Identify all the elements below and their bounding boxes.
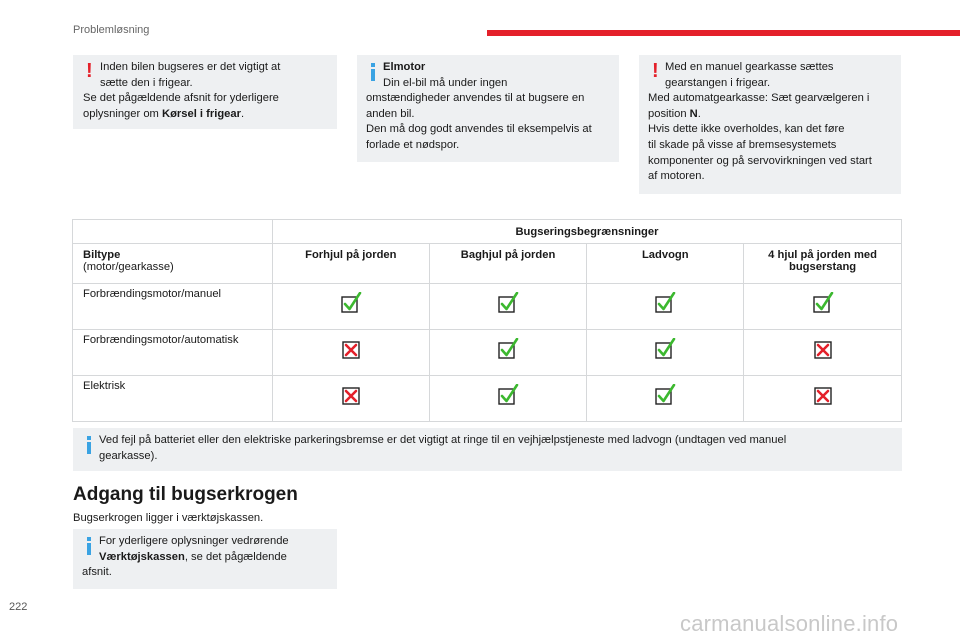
info-icon [87,537,91,555]
check-icon [497,384,519,406]
towing-warning-note: ! Inden bilen bugseres er det vigtigt at sætte den i frigear. Se det pågældende afsnit for yderligere oplysninger om Kørsel i frigear. [73,55,337,129]
note-line: komponenter og på servovirkningen ved start [648,154,872,167]
note-line: Se det pågældende afsnit for yderligere [83,92,279,105]
section-heading: Adgang til bugserkrogen [73,484,298,505]
gearbox-warning-note: ! Med en manuel gearkasse sættes gearstangen i frigear. Med automatgearkasse: Sæt gearvælgeren i position N. Hvis dette ikke overholdes, kan det føre til skade på visse af bremsesystemets komponenter og på servovirkningen ved start af motoren. [639,55,901,194]
freewheel-reference: Kørsel i frigear [161,107,241,120]
note-line: forlade et nødspor. [366,138,460,151]
note-line: til skade på visse af bremsesystemets [648,138,837,151]
column-header: Ladvogn [587,244,744,284]
note-line: Inden bilen bugseres er det vigtigt at [100,61,281,73]
check-icon [654,384,676,406]
page-number: 222 [9,601,28,613]
battery-info-note [73,428,902,471]
check-icon [654,338,676,360]
allowed-cell [587,284,744,330]
vehicle-type-cell: Forbrændingsmotor/automatisk [73,330,273,376]
note-line: Med automatgearkasse: Sæt gearvælgeren i [648,92,870,105]
note-line: Med en manuel gearkasse sættes [665,61,834,73]
not-allowed-cell [744,376,902,422]
info-icon [371,63,375,81]
warning-icon: ! [86,60,93,82]
column-header: Forhjul på jorden [272,244,429,284]
allowed-cell [429,376,587,422]
allowed-cell [587,330,744,376]
note-line: Den må dog godt anvendes til eksempelvis at [366,123,592,136]
towing-restrictions-table [72,219,902,422]
allowed-cell [429,284,587,330]
not-allowed-cell [272,376,429,422]
note-line: Din el-bil må under ingen [383,76,508,89]
vehicle-type-cell: Forbrændingsmotor/manuel [73,284,273,330]
note-line: omstændigheder anvendes til at bugsere en [366,92,585,105]
note-line: gearkasse). [99,449,158,462]
note-line: Hvis dette ikke overholdes, kan det føre [648,123,845,136]
warning-icon: ! [652,60,659,82]
check-icon [340,292,362,314]
header-accent-bar [487,30,960,36]
note-title: Elmotor [383,61,426,73]
note-line: anden bil. [366,107,415,120]
check-icon [497,292,519,314]
note-line: oplysninger om [83,107,162,120]
not-allowed-cell [744,330,902,376]
allowed-cell [744,284,902,330]
note-line: For yderligere oplysninger vedrørende [99,535,289,547]
not-allowed-cell [272,330,429,376]
empty-corner-cell [73,220,273,244]
cross-icon [812,384,834,406]
toolbox-reference: Værktøjskassen [99,550,185,563]
allowed-cell [587,376,744,422]
note-line: af motoren. [648,170,705,183]
table-row [73,376,902,422]
check-icon [812,292,834,314]
note-line: gearstangen i frigear. [665,76,771,89]
info-icon [87,436,91,454]
note-line: afsnit. [82,566,112,579]
column-header: 4 hjul på jorden med bugserstang [744,244,902,284]
section-title: Problemløsning [73,24,150,36]
check-icon [497,338,519,360]
check-icon [654,292,676,314]
vehicle-type-header: Biltype (motor/gearkasse) [73,244,273,284]
towing-restrictions-header: Bugseringsbegrænsninger [272,220,901,244]
note-line: Ved fejl på batteriet eller den elektriske parkeringsbremse er det vigtigt at ringe til en vejhjælpstjeneste med ladvogn (undtagen ved manuel [99,434,787,446]
cross-icon [812,338,834,360]
column-header: Baghjul på jorden [429,244,587,284]
allowed-cell [272,284,429,330]
cross-icon [340,384,362,406]
table-row [73,330,902,376]
note-line: sætte den i frigear. [100,76,193,89]
section-text: Bugserkrogen ligger i værktøjskassen. [73,512,264,524]
vehicle-type-cell: Elektrisk [73,376,273,422]
electric-motor-note [357,55,619,162]
note-line: position [648,107,690,120]
table-row [73,284,902,330]
toolbox-info-note: For yderligere oplysninger vedrørende Værktøjskassen, se det pågældende afsnit. [73,529,337,589]
neutral-position: N [689,107,698,120]
allowed-cell [429,330,587,376]
cross-icon [340,338,362,360]
watermark: carmanualsonline.info [680,611,899,636]
